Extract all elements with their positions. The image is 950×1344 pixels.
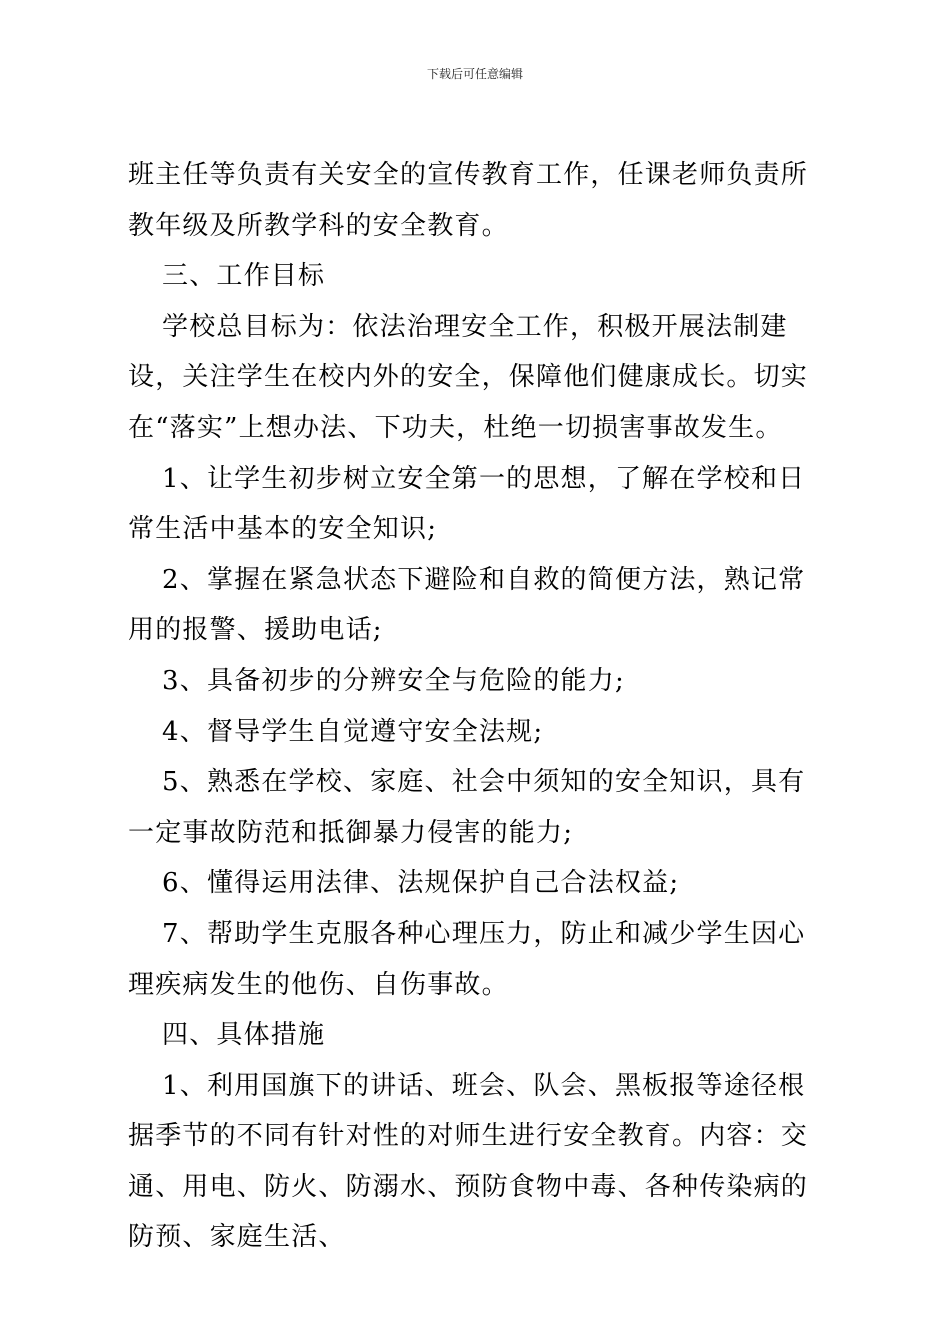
paragraph-continuation: 班主任等负责有关安全的宣传教育工作，任课老师负责所教年级及所教学科的安全教育。 [128, 160, 809, 241]
section-heading-measures: 四、具体措施 [162, 1020, 326, 1051]
list-item-goal-7: 7、帮助学生克服各种心理压力，防止和减少学生因心理疾病发生的他伤、自伤事故。 [128, 918, 806, 1000]
page-header: 下载后可任意编辑 [426, 67, 523, 81]
list-item-goal-3: 3、具备初步的分辨安全与危险的能力; [162, 665, 625, 696]
list-item-measure-1: 1、利用国旗下的讲话、班会、队会、黑板报等途径根据季节的不同有针对性的对师生进行安全教育。内容：交通、用电、防火、防溺水、预防食物中毒、各种传染病的防预、家庭生活、 [128, 1070, 809, 1253]
list-item-goal-4: 4、督导学生自觉遵守安全法规; [162, 716, 544, 747]
section-heading-goals: 三、工作目标 [162, 261, 326, 292]
list-item-goal-2: 2、掌握在紧急状态下避险和自救的简便方法，熟记常用的报警、援助电话; [128, 564, 806, 646]
list-item-goal-5: 5、熟悉在学校、家庭、社会中须知的安全知识，具有一定事故防范和抵御暴力侵害的能力; [128, 767, 806, 848]
paragraph-overall-goal: 学校总目标为：依法治理安全工作，积极开展法制建设，关注学生在校内外的安全，保障他们健康成长。切实在“落实”上想办法、下功夫，杜绝一切损害事故发生。 [128, 311, 809, 443]
document-body [128, 150, 828, 1263]
list-item-goal-1: 1、让学生初步树立安全第一的思想，了解在学校和日常生活中基本的安全知识; [128, 463, 806, 545]
list-item-goal-6: 6、懂得运用法律、法规保护自己合法权益; [162, 868, 680, 899]
